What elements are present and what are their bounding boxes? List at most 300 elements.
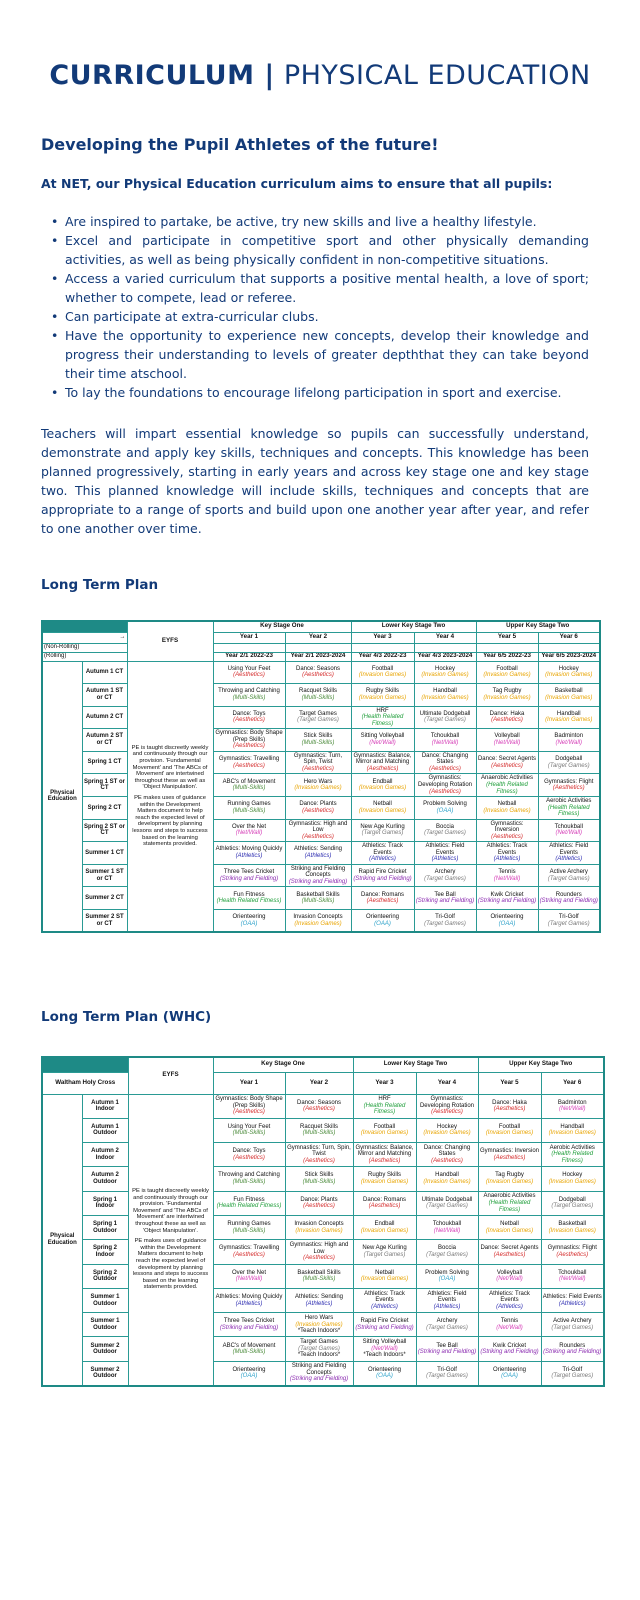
key-stage-header: Upper Key Stage Two (478, 1057, 604, 1072)
activity-group: (Invasion Games) (548, 1227, 596, 1234)
activity-cell (285, 1191, 353, 1215)
activity-cell (353, 1313, 416, 1337)
activity-cell (538, 797, 600, 820)
activity-name: Dance: Romans (360, 891, 405, 898)
activity-group: (Multi-Skills) (302, 1130, 336, 1137)
term-label: Spring 2 Indoor (82, 1240, 128, 1264)
activity-name: Tchoukball (558, 1269, 587, 1276)
activity-group: (Aesthetics) (552, 785, 585, 792)
activity-name: Orienteering (490, 913, 524, 920)
activity-name: Aerobic Activities (546, 797, 592, 804)
activity-name: Badminton (557, 1099, 587, 1106)
activity-name: Using Your Feet (227, 665, 271, 672)
activity-group: (Striking and Fielding) (289, 1376, 349, 1383)
term-label: Spring 2 ST or CT (82, 819, 127, 842)
activity-cell (476, 887, 538, 910)
rolling-label: (Rolling) (42, 652, 127, 661)
activity-name: Football (496, 665, 518, 672)
activity-cell (416, 1143, 478, 1167)
activity-group: (Invasion Games) (423, 1179, 471, 1186)
activity-name: Athletics: Moving Quickly (215, 846, 283, 853)
year-header: Year 2 (285, 632, 351, 643)
key-stage-header: Key Stage One (213, 1057, 353, 1072)
activity-group: (Aesthetics) (493, 1106, 526, 1113)
activity-group: (Invasion Games) (421, 672, 469, 679)
activity-cell (476, 819, 538, 842)
activity-name: Gymnastics: Developing Rotation (417, 775, 473, 788)
activity-cell (285, 864, 351, 887)
activity-cell (285, 910, 351, 933)
term-label: Autumn 2 CT (82, 706, 127, 729)
activity-group: (Athletics) (235, 1300, 263, 1307)
activity-name: Racquet Skills (298, 688, 337, 695)
activity-cell (213, 684, 285, 707)
activity-group: (Net/Wall) (558, 1276, 586, 1283)
activity-name: Boccia (435, 823, 454, 830)
activity-name: Badminton (554, 733, 584, 740)
activity-name: Gymnastics: Flight (547, 1245, 597, 1252)
activity-name: Hero Wars (303, 778, 333, 785)
activity-cell (285, 661, 351, 684)
activity-group: (Invasion Games) (483, 672, 531, 679)
activity-name: Ultimate Dodgeball (419, 710, 471, 717)
activity-name: Gymnastics: Body Shape (Prep Skills) (215, 730, 283, 743)
year-header: Year 6 (541, 1072, 604, 1094)
activity-cell (285, 1337, 353, 1361)
activity-cell (285, 1167, 353, 1191)
activity-cell (351, 774, 414, 797)
activity-group: (Target Games) (424, 920, 466, 927)
activity-name: Athletics: Field Events (427, 1290, 467, 1304)
term-label: Spring 1 ST or CT (82, 774, 127, 797)
activity-cell (414, 774, 476, 797)
eyfs-paragraph: PE is taught discreetly weekly and continuously through our provision. 'Fundamental Movement' and 'The ABCs of Movement' are intertwined throughout these as well as 'Object Manipulation'. (132, 1188, 209, 1234)
activity-cell (213, 887, 285, 910)
term-label: Autumn 1 Outdoor (82, 1118, 128, 1142)
activity-cell (285, 797, 351, 820)
arrow-cell: → (42, 632, 127, 643)
activity-group: (Target Games) (551, 1324, 594, 1331)
activity-name: Problem Solving (425, 1269, 469, 1276)
activity-cell (476, 910, 538, 933)
activity-cell (213, 842, 285, 865)
activity-group: (Aesthetics) (233, 1251, 265, 1258)
activity-group: (Striking and Fielding) (539, 898, 598, 905)
activity-name: Tri-Golf (562, 1366, 583, 1373)
activity-cell (414, 864, 476, 887)
activity-cell (213, 1313, 285, 1337)
activity-cell (476, 797, 538, 820)
activity-group: (Net/Wall) (431, 740, 459, 747)
activity-group: (Target Games) (547, 920, 590, 927)
activity-name: Basketball Skills (296, 891, 340, 898)
aims-list (41, 212, 589, 402)
aim-item: • Access a varied curriculum that supports a positive mental health, a love of sport; whether to compete, lead or referee. (41, 269, 589, 307)
activity-name: Athletics: Track Events (364, 1290, 405, 1304)
activity-name: Netball (373, 801, 392, 808)
year-spacer (538, 643, 600, 652)
activity-name: Athletics: Field Events (425, 843, 465, 856)
activity-name: Gymnastics: Developing Rotation (419, 1096, 475, 1109)
activity-group: (Invasion Games) (358, 672, 407, 679)
activity-group: (OAA) (374, 920, 391, 927)
activity-name: Over the Net (231, 1269, 266, 1276)
activity-group: (Invasion Games) (485, 1179, 534, 1186)
aim-item: • Have the opportunity to experience new concepts, develop their knowledge and progress their understanding to levels of greater depththat they can take beyond their time atschool. (41, 326, 589, 383)
activity-cell (538, 842, 600, 865)
rolling-year-header: Year 4/3 2023-2024 (414, 652, 476, 661)
activity-name: Gymnastics: Body Shape (Prep Skills) (215, 1096, 283, 1109)
page-title (0, 60, 640, 91)
activity-cell (353, 1094, 416, 1118)
activity-group: (Multi-Skills) (301, 898, 335, 905)
activity-name: Fun Fitness (233, 1196, 265, 1203)
activity-name: Gymnastics: Turn, Spin, Twist (287, 1144, 351, 1158)
rolling-year-header: Year 6/5 2023-2024 (538, 652, 600, 661)
activity-group: (Striking and Fielding) (288, 878, 348, 885)
term-label: Summer 2 Outdoor (82, 1361, 128, 1385)
term-label: Spring 2 CT (82, 797, 127, 820)
activity-cell (416, 1361, 478, 1385)
subject-label: Physical Education (42, 1094, 82, 1386)
activity-group: (Aesthetics) (302, 807, 334, 814)
activity-cell (213, 1337, 285, 1361)
activity-name: Dance: Secret Agents (480, 1245, 539, 1252)
activity-cell (538, 864, 600, 887)
term-label: Spring 2 Outdoor (82, 1264, 128, 1288)
activity-name: Three Tees Cricket (223, 869, 275, 876)
eyfs-label: EYFS (127, 621, 213, 661)
activity-group: (Striking and Fielding) (480, 1349, 539, 1356)
activity-name: Tag Rugby (495, 1172, 524, 1179)
activity-group: (Net/Wall) (493, 875, 521, 882)
activity-name: Tchoukball (430, 733, 460, 740)
activity-name: Invasion Concepts (293, 913, 343, 920)
activity-cell (213, 751, 285, 774)
activity-cell (541, 1167, 604, 1191)
activity-name: Endball (374, 1221, 395, 1228)
activity-cell (213, 661, 285, 684)
activity-group: (Invasion Games) (358, 785, 407, 792)
activity-group: (Net/Wall) (369, 740, 396, 747)
activity-name: Football (498, 1123, 521, 1130)
activity-cell (213, 910, 285, 933)
activity-group: (Aesthetics) (368, 1158, 401, 1165)
activity-cell (353, 1215, 416, 1239)
term-label: Summer 2 CT (82, 887, 127, 910)
activity-group: (Athletics) (555, 856, 583, 863)
activity-group: (Invasion Games) (358, 694, 407, 701)
aim-item: • Excel and participate in competitive sport and other physically demanding activities, as well as being physically confident in non-competitive situations. (41, 231, 589, 269)
activity-group: (Net/Wall) (235, 1276, 263, 1283)
activity-name: Orienteering (232, 1366, 266, 1373)
activity-cell (351, 842, 414, 865)
activity-name: Orienteering (365, 913, 400, 920)
activity-group: (Athletics) (369, 856, 396, 863)
activity-group: (Multi-Skills) (232, 694, 266, 701)
activity-cell (285, 1094, 353, 1118)
year-header: Year 1 (213, 632, 285, 643)
rolling-year-header: Year 6/5 2022-23 (476, 652, 538, 661)
activity-group: (Target Games) (424, 875, 466, 882)
activity-group: (Striking and Fielding) (543, 1349, 602, 1356)
activity-cell (414, 887, 476, 910)
activity-group: (Aesthetics) (302, 833, 334, 840)
rolling-year-header: Year 2/1 2022-23 (213, 652, 285, 661)
key-stage-header: Lower Key Stage Two (351, 621, 476, 632)
term-label: Autumn 1 ST or CT (82, 684, 127, 707)
activity-cell (213, 1240, 285, 1264)
activity-group: (Aesthetics) (233, 672, 265, 679)
activity-name: Tri-Golf (435, 913, 455, 920)
activity-cell (213, 819, 285, 842)
activity-name: Throwing and Catching (218, 1172, 280, 1179)
activity-name: Rugby Skills (365, 688, 399, 695)
activity-cell (478, 1167, 541, 1191)
activity-name: Netball (375, 1269, 394, 1276)
activity-note: *Teach Indoors* (297, 1328, 341, 1335)
activity-cell (476, 706, 538, 729)
activity-group: (Striking and Fielding) (219, 1324, 279, 1331)
activity-cell (476, 774, 538, 797)
activity-cell (285, 1264, 353, 1288)
school-label: Waltham Holy Cross (42, 1072, 128, 1094)
activity-cell (541, 1264, 604, 1288)
activity-cell (285, 842, 351, 865)
year-spacer (414, 643, 476, 652)
activity-name: Running Games (227, 801, 271, 808)
activity-name: Basketball Skills (297, 1269, 341, 1276)
activity-group: (Health Related Fitness) (488, 1200, 531, 1213)
activity-group: (Health Related Fitness) (216, 1203, 282, 1210)
activity-cell (478, 1143, 541, 1167)
activity-group: (Athletics) (431, 856, 459, 863)
activity-cell (414, 661, 476, 684)
activity-group: (Aesthetics) (368, 1203, 401, 1210)
activity-group: (Invasion Games) (545, 717, 593, 724)
term-label: Summer 1 Outdoor (82, 1313, 128, 1337)
eyfs-description (128, 1094, 213, 1386)
activity-group: (Aesthetics) (366, 898, 399, 905)
activity-name: Over the Net (231, 823, 266, 830)
activity-group: (Target Games) (361, 830, 404, 837)
activity-cell (353, 1264, 416, 1288)
activity-cell (285, 887, 351, 910)
activity-group: (Net/Wall) (235, 830, 263, 837)
activity-cell (213, 864, 285, 887)
activity-cell (476, 864, 538, 887)
activity-name: Target Games (300, 1339, 338, 1346)
activity-cell (213, 1191, 285, 1215)
activity-name: Archery (434, 869, 456, 876)
activity-group: (Invasion Games) (421, 694, 469, 701)
activity-group: (Target Games) (547, 875, 590, 882)
activity-name: Gymnastics: Turn, Spin, Twist (293, 752, 343, 766)
activity-cell (478, 1240, 541, 1264)
activity-group: (Invasion Games) (360, 1179, 409, 1186)
activity-cell (538, 751, 600, 774)
activity-cell (416, 1240, 478, 1264)
term-label: Summer 2 ST or CT (82, 910, 127, 933)
activity-cell (541, 1240, 604, 1264)
activity-group: (Striking and Fielding) (477, 898, 537, 905)
term-label: Spring 1 CT (82, 751, 127, 774)
activity-cell (351, 661, 414, 684)
activity-name: Dance: Plants (299, 801, 337, 808)
activity-group: (Aesthetics) (302, 765, 334, 772)
activity-cell (285, 684, 351, 707)
activity-cell (538, 729, 600, 752)
activity-name: Hockey (562, 1172, 583, 1179)
activity-group: (OAA) (498, 920, 516, 927)
activity-group: (Invasion Games) (294, 785, 342, 792)
year-header: Year 1 (213, 1072, 285, 1094)
activity-name: Endball (372, 778, 393, 785)
activity-group: (Target Games) (426, 1324, 468, 1331)
activity-cell (351, 684, 414, 707)
activity-cell (414, 842, 476, 865)
long-term-plan-table (41, 620, 601, 933)
activity-group: (Target Games) (298, 1345, 340, 1352)
activity-cell (538, 819, 600, 842)
activity-group: (OAA) (436, 807, 454, 814)
activity-name: Football (371, 665, 394, 672)
activity-name: Fun Fitness (233, 891, 265, 898)
activity-name: Rugby Skills (367, 1172, 401, 1179)
activity-name: Gymnastics: High and Low (288, 820, 348, 834)
subject-label: Physical Education (42, 661, 82, 932)
activity-cell (285, 1215, 353, 1239)
activity-cell (416, 1167, 478, 1191)
activity-cell (414, 797, 476, 820)
aim-item: • To lay the foundations to encourage lifelong participation in sport and exercise. (41, 383, 589, 402)
activity-name: Tri-Golf (558, 913, 579, 920)
activity-group: (Invasion Games) (485, 1227, 534, 1234)
activity-name: Athletics: Moving Quickly (215, 1293, 283, 1300)
activity-name: Dance: Plants (300, 1196, 338, 1203)
page-title-light: PHYSICAL EDUCATION (283, 60, 591, 91)
activity-group: (Striking and Fielding) (417, 1349, 477, 1356)
activity-cell (538, 774, 600, 797)
activity-group: (Aesthetics) (429, 765, 461, 772)
year-header: Year 4 (414, 632, 476, 643)
activity-name: Target Games (299, 710, 337, 717)
activity-name: Gymnastics: Inversion (479, 1148, 540, 1155)
activity-group: (Athletics) (371, 1303, 398, 1310)
activity-name: Dance: Secret Agents (477, 756, 537, 763)
activity-group: (Invasion Games) (360, 1227, 409, 1234)
activity-group: (Net/Wall) (433, 1227, 461, 1234)
activity-cell (213, 1361, 285, 1385)
activity-name: Gymnastics: Balance, Mirror and Matching (355, 1144, 414, 1158)
activity-name: ABC's of Movement (222, 1342, 276, 1349)
year-header: Year 6 (538, 632, 600, 643)
activity-name: Handball (435, 1172, 459, 1179)
activity-group: (OAA) (438, 1276, 456, 1283)
activity-cell (416, 1118, 478, 1142)
activity-name: Dodgeball (558, 1196, 586, 1203)
activity-name: Invasion Concepts (294, 1221, 344, 1228)
activity-group: (Invasion Games) (294, 920, 342, 927)
activity-cell (541, 1143, 604, 1167)
activity-name: Athletics: Track Events (486, 843, 528, 856)
activity-cell (478, 1288, 541, 1312)
activity-cell (476, 661, 538, 684)
activity-group: (Invasion Games) (423, 1130, 471, 1137)
activity-group: (Athletics) (433, 1303, 461, 1310)
activity-name: Problem Solving (423, 801, 467, 808)
activity-group: (Aesthetics) (493, 1251, 526, 1258)
activity-cell (353, 1118, 416, 1142)
activity-cell (285, 1361, 353, 1385)
term-label: Spring 1 Outdoor (82, 1215, 128, 1239)
activity-cell (478, 1361, 541, 1385)
activity-cell (541, 1191, 604, 1215)
long-term-plan-heading: Long Term Plan (41, 577, 159, 593)
activity-name: Ultimate Dodgeball (421, 1196, 473, 1203)
activity-group: (Health Related Fitness) (363, 1102, 406, 1116)
activity-cell (416, 1288, 478, 1312)
term-label: Summer 2 Outdoor (82, 1337, 128, 1361)
aim-item: • Are inspired to partake, be active, try new skills and live a healthy lifestyle. (41, 212, 589, 231)
activity-cell (478, 1118, 541, 1142)
activity-cell (353, 1361, 416, 1385)
activity-group: (Invasion Games) (485, 1130, 534, 1137)
activity-name: Orienteering (232, 913, 266, 920)
activity-name: Athletics: Field Events (549, 843, 589, 856)
activity-name: Rapid Fire Cricket (360, 1318, 409, 1325)
activity-name: Tennis (498, 869, 516, 876)
activity-cell (541, 1288, 604, 1312)
activity-cell (213, 1288, 285, 1312)
activity-name: Dance: Haka (492, 1099, 527, 1106)
activity-cell (351, 706, 414, 729)
activity-cell (478, 1313, 541, 1337)
activity-name: Sitting Volleyball (360, 733, 405, 740)
activity-group: (Multi-Skills) (232, 785, 266, 792)
activity-cell (351, 751, 414, 774)
term-label: Summer 1 ST or CT (82, 864, 127, 887)
activity-name: Archery (436, 1318, 458, 1325)
activity-cell (538, 910, 600, 933)
activity-group: (Target Games) (363, 1251, 406, 1258)
activity-group: (Invasion Games) (548, 1130, 596, 1137)
term-label: Summer 1 CT (82, 842, 127, 865)
activity-group: (Aesthetics) (233, 743, 265, 750)
activity-cell (476, 842, 538, 865)
year-header: Year 3 (351, 632, 414, 643)
activity-group: (Target Games) (297, 717, 339, 724)
activity-name: Orienteering (367, 1366, 402, 1373)
activity-name: Dodgeball (555, 756, 583, 763)
year-spacer (351, 643, 414, 652)
activity-cell (353, 1337, 416, 1361)
activity-name: Handball (556, 710, 581, 717)
activity-group: (Multi-Skills) (301, 694, 335, 701)
term-label: Autumn 1 CT (82, 661, 127, 684)
activity-cell (416, 1215, 478, 1239)
activity-cell (541, 1361, 604, 1385)
activity-name: Gymnastics: Travelling (218, 756, 280, 763)
activity-cell (351, 729, 414, 752)
activity-name: Netball (497, 801, 517, 808)
activity-name: Active Archery (549, 869, 588, 876)
subtitle: Developing the Pupil Athletes of the future! (41, 135, 439, 154)
activity-name: Football (373, 1123, 396, 1130)
activity-name: ABC's of Movement (222, 778, 276, 785)
activity-group: (Multi-Skills) (232, 1227, 266, 1234)
activity-group: (Health Related Fitness) (547, 804, 590, 818)
